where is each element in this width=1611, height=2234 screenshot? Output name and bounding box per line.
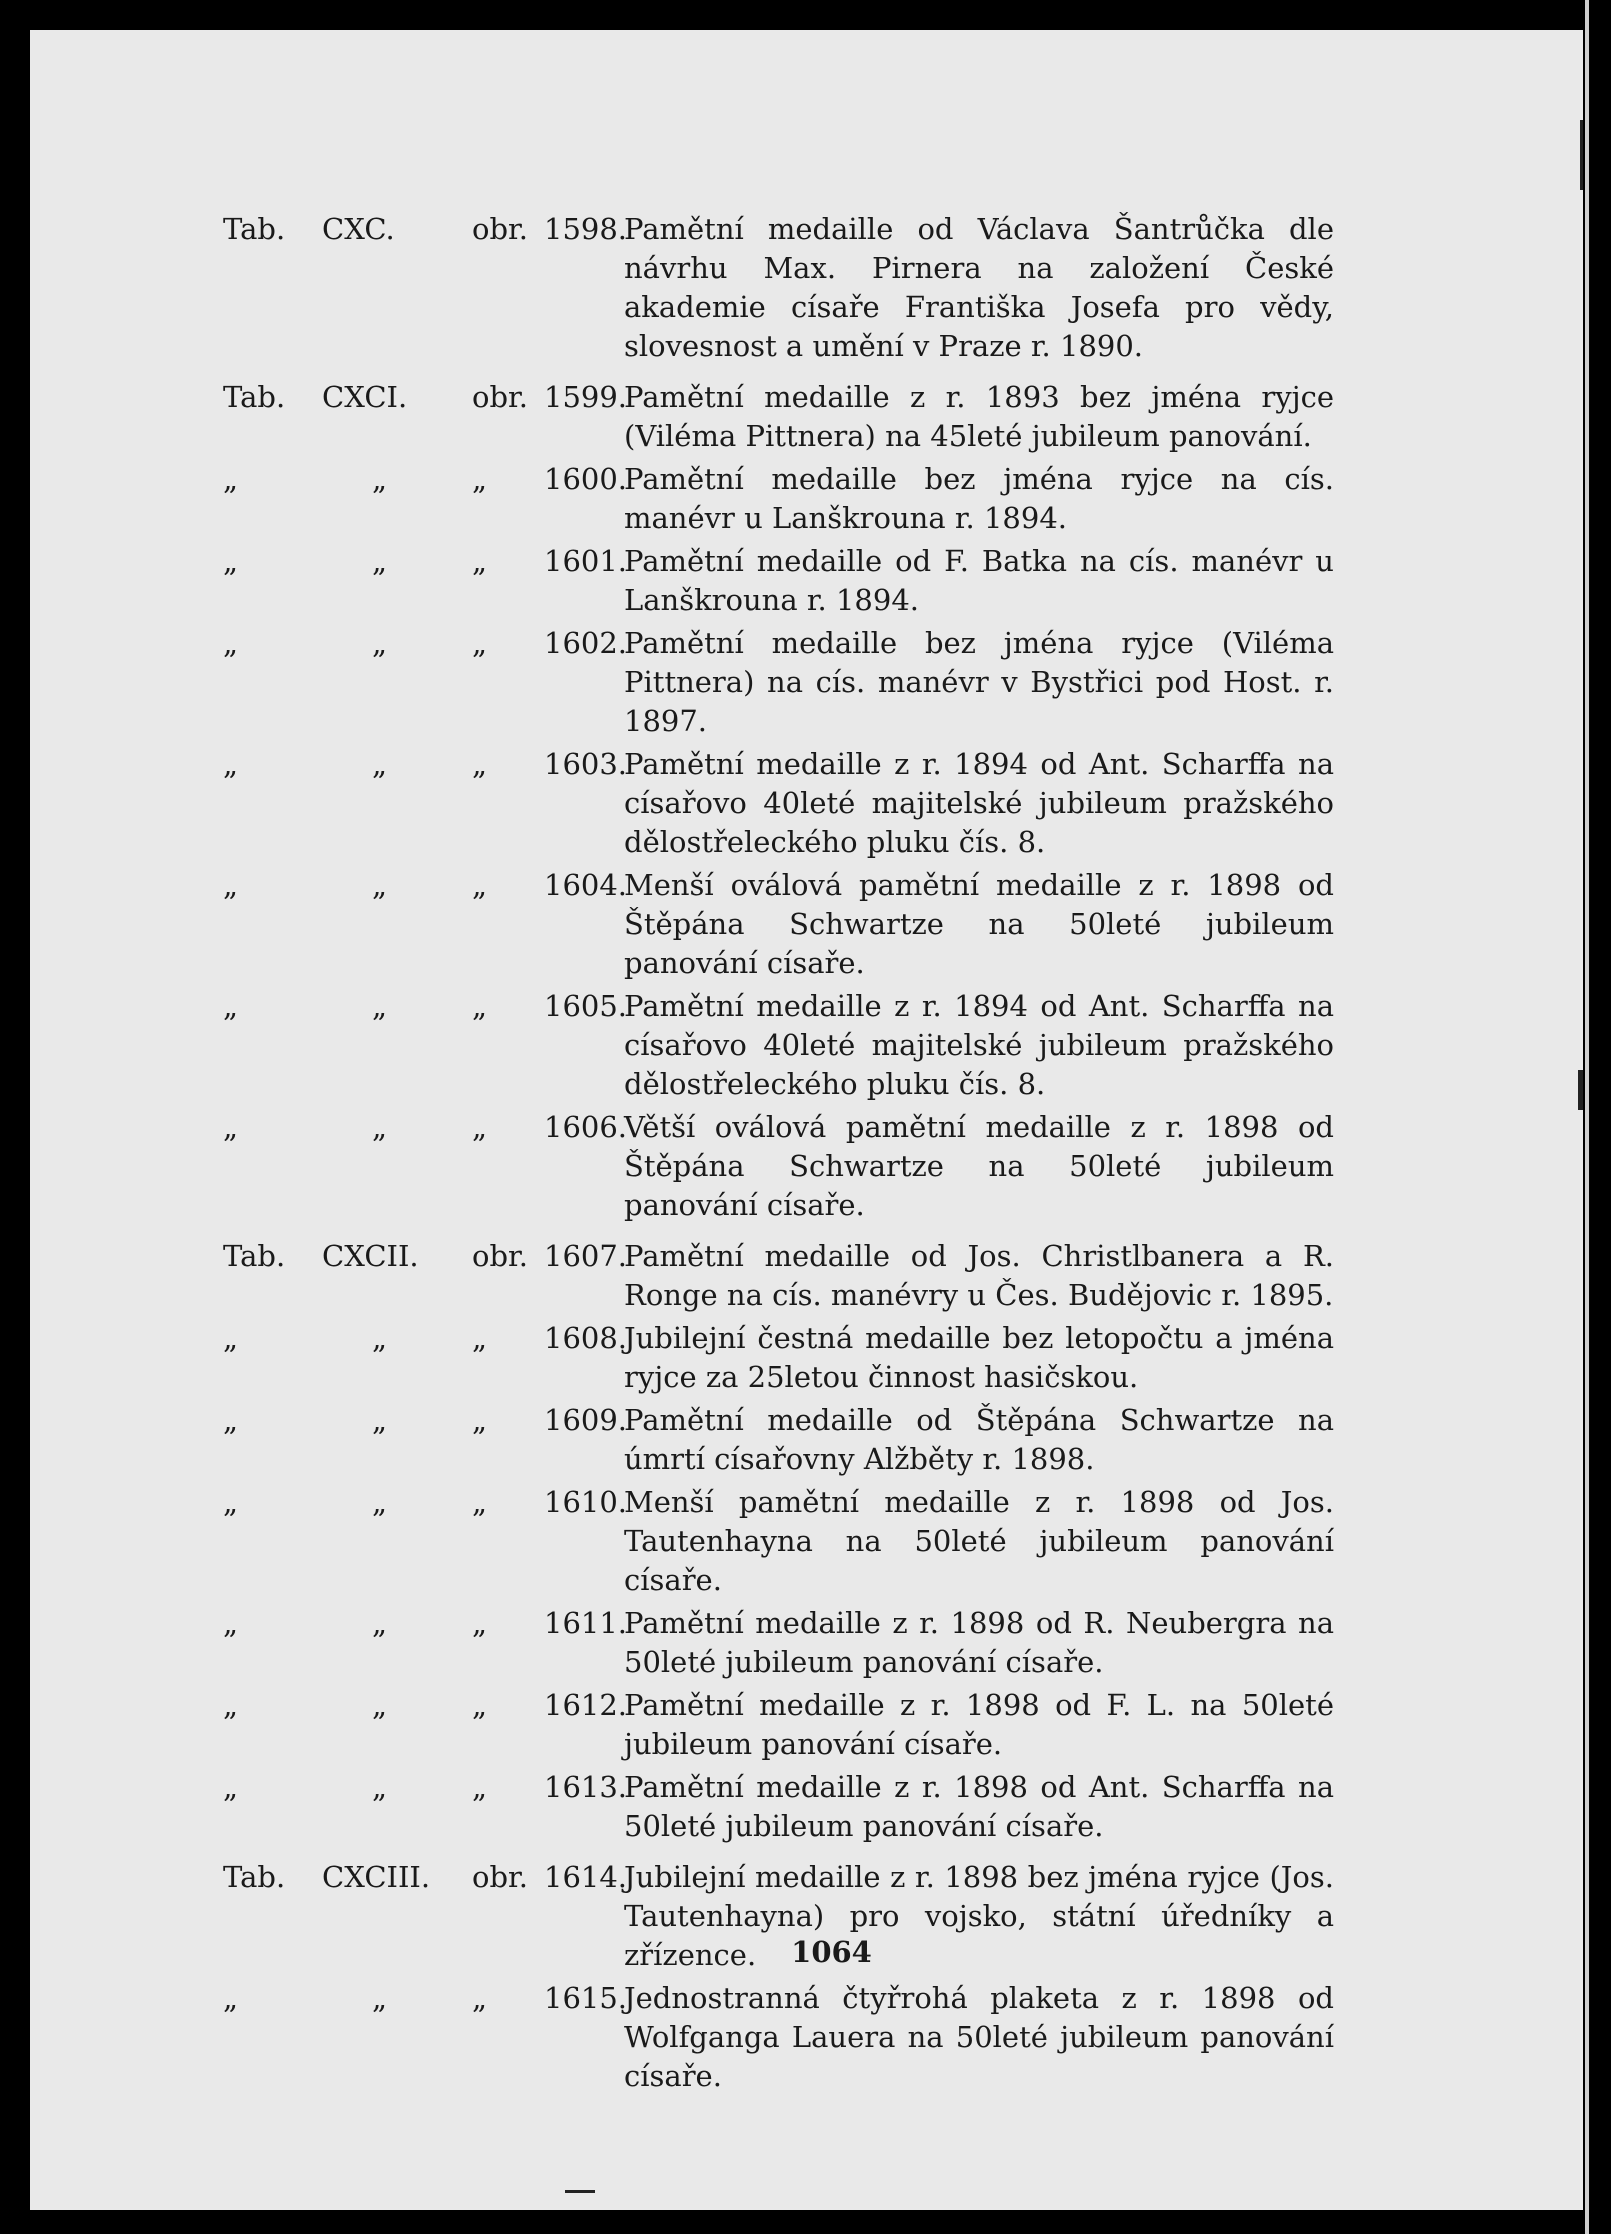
entry-tab: „ [223, 462, 239, 496]
entry-plate: CXCIII. [322, 1860, 431, 1894]
entry-number: 1606. [544, 1110, 628, 1144]
entry-tab: „ [223, 1770, 239, 1804]
entry-plate: „ [372, 1110, 388, 1144]
entry-description: Jednostranná čtyřrohá plaketa z r. 1898 od Wolfganga Lauera na 50leté jubileum panování císaře. [624, 1981, 1334, 2093]
entry-tab: „ [223, 544, 239, 578]
entry-number: 1602. [544, 626, 628, 660]
entry-tab: Tab. [223, 212, 286, 246]
entry-description: Pamětní medaille z r. 1898 od F. L. na 50leté jubileum panování císaře. [624, 1688, 1334, 1761]
entry-number: 1612. [544, 1688, 628, 1722]
entry-number: 1615. [544, 1981, 628, 2015]
list-item [30, 987, 1583, 1104]
entry-obr: obr. [472, 212, 528, 246]
page-number [30, 1935, 1583, 1969]
entry-obr: „ [472, 626, 488, 660]
entry-plate: „ [372, 1770, 388, 1804]
entry-description: Pamětní medaille bez jména ryjce na cís. manévr u Lanškrouna r. 1894. [624, 462, 1334, 535]
entry-description: Jubilejní medaille z r. 1898 bez jména ryjce (Jos. Tautenhayna) pro vojsko, státní úředníky a zřízence. [624, 1860, 1334, 1972]
entry-obr: „ [472, 544, 488, 578]
entry-tab: „ [223, 1110, 239, 1144]
entry-tab: „ [223, 1606, 239, 1640]
catalog-entries [30, 210, 1583, 2100]
document-page [30, 30, 1583, 2210]
entry-description: Menší oválová pamětní medaille z r. 1898 od Štěpána Schwartze na 50leté jubileum panování císaře. [624, 868, 1334, 980]
entry-obr: obr. [472, 380, 528, 414]
entry-tab: „ [223, 1321, 239, 1355]
entry-tab: „ [223, 868, 239, 902]
list-item [30, 1237, 1583, 1315]
entry-description: Menší pamětní medaille z r. 1898 od Jos. Tautenhayna na 50leté jubileum panování císaře. [624, 1485, 1334, 1597]
list-item [30, 1401, 1583, 1479]
entry-number: 1598. [544, 212, 628, 246]
entry-plate: „ [372, 1981, 388, 2015]
entry-obr: „ [472, 989, 488, 1023]
entry-tab: „ [223, 747, 239, 781]
scan-border-line [1585, 0, 1589, 2234]
entry-number: 1603. [544, 747, 628, 781]
entry-number: 1609. [544, 1403, 628, 1437]
entry-obr: „ [472, 1688, 488, 1722]
entry-plate: CXC. [322, 212, 395, 246]
entry-obr: „ [472, 1403, 488, 1437]
entry-plate: „ [372, 544, 388, 578]
entry-plate: „ [372, 462, 388, 496]
entry-description: Pamětní medaille z r. 1893 bez jména ryjce (Viléma Pittnera) na 45leté jubileum panování. [624, 380, 1334, 453]
entry-plate: „ [372, 1485, 388, 1519]
entry-number: 1610. [544, 1485, 628, 1519]
list-item [30, 378, 1583, 456]
entry-number: 1611. [544, 1606, 628, 1640]
list-item [30, 624, 1583, 741]
entry-plate: „ [372, 1403, 388, 1437]
list-item [30, 1108, 1583, 1225]
entry-description: Pamětní medaille od F. Batka na cís. manévr u Lanškrouna r. 1894. [624, 544, 1334, 617]
list-item [30, 1483, 1583, 1600]
list-item [30, 1604, 1583, 1682]
entry-obr: „ [472, 1110, 488, 1144]
entry-plate: „ [372, 989, 388, 1023]
entry-obr: obr. [472, 1239, 528, 1273]
entry-description: Pamětní medaille bez jména ryjce (Viléma Pittnera) na cís. manévr v Bystřici pod Host. r. 1897. [624, 626, 1334, 738]
entry-obr: „ [472, 1321, 488, 1355]
entry-plate: „ [372, 1606, 388, 1640]
entry-plate: CXCI. [322, 380, 408, 414]
entry-plate: CXCII. [322, 1239, 419, 1273]
entry-plate: „ [372, 868, 388, 902]
entry-tab: Tab. [223, 1239, 286, 1273]
list-item [30, 1319, 1583, 1397]
entry-plate: „ [372, 626, 388, 660]
entry-description: Pamětní medaille od Jos. Christlbanera a R. Ronge na cís. manévry u Čes. Budějovic r. 1895. [624, 1239, 1334, 1312]
entry-plate: „ [372, 1688, 388, 1722]
entry-tab: „ [223, 989, 239, 1023]
list-item [30, 745, 1583, 862]
entry-obr: „ [472, 1981, 488, 2015]
entry-obr: „ [472, 1770, 488, 1804]
entry-number: 1614. [544, 1860, 628, 1894]
list-item [30, 542, 1583, 620]
list-item [30, 460, 1583, 538]
entry-obr: „ [472, 868, 488, 902]
entry-description: Pamětní medaille z r. 1898 od Ant. Scharffa na 50leté jubileum panování císaře. [624, 1770, 1334, 1843]
entry-obr: obr. [472, 1860, 528, 1894]
list-item [30, 866, 1583, 983]
entry-description: Pamětní medaille od Štěpána Schwartze na úmrtí císařovny Alžběty r. 1898. [624, 1403, 1334, 1476]
entry-description: Pamětní medaille z r. 1894 od Ant. Scharffa na císařovo 40leté majitelské jubileum pražského dělostřeleckého pluku čís. 8. [624, 989, 1334, 1101]
entry-tab: „ [223, 1403, 239, 1437]
entry-number: 1600. [544, 462, 628, 496]
list-item [30, 1686, 1583, 1764]
list-item [30, 1979, 1583, 2096]
list-item [30, 1768, 1583, 1846]
entry-number: 1613. [544, 1770, 628, 1804]
entry-tab: „ [223, 626, 239, 660]
entry-number: 1607. [544, 1239, 628, 1273]
entry-tab: „ [223, 1688, 239, 1722]
entry-number: 1604. [544, 868, 628, 902]
entry-tab: „ [223, 1981, 239, 2015]
entry-description: Pamětní medaille od Václava Šantrůčka dle návrhu Max. Pirnera na založení České akademie císaře Františka Josefa pro vědy, slovesnost a umění v Praze r. 1890. [624, 212, 1334, 363]
entry-obr: „ [472, 1485, 488, 1519]
entry-number: 1605. [544, 989, 628, 1023]
entry-tab: Tab. [223, 1860, 286, 1894]
entry-number: 1608. [544, 1321, 628, 1355]
list-item [30, 210, 1583, 366]
entry-description: Jubilejní čestná medaille bez letopočtu a jména ryjce za 25letou činnost hasičskou. [624, 1321, 1334, 1394]
scan-artifact [565, 2190, 595, 2193]
entry-tab: „ [223, 1485, 239, 1519]
entry-obr: „ [472, 1606, 488, 1640]
entry-tab: Tab. [223, 380, 286, 414]
entry-description: Větší oválová pamětní medaille z r. 1898 od Štěpána Schwartze na 50leté jubileum panování císaře. [624, 1110, 1334, 1222]
entry-description: Pamětní medaille z r. 1894 od Ant. Scharffa na císařovo 40leté majitelské jubileum pražského dělostřeleckého pluku čís. 8. [624, 747, 1334, 859]
entry-description: Pamětní medaille z r. 1898 od R. Neubergra na 50leté jubileum panování císaře. [624, 1606, 1334, 1679]
entry-obr: „ [472, 747, 488, 781]
entry-plate: „ [372, 747, 388, 781]
entry-obr: „ [472, 462, 488, 496]
page-number-text: 1064 [791, 1935, 872, 1969]
entry-plate: „ [372, 1321, 388, 1355]
entry-number: 1599. [544, 380, 628, 414]
entry-number: 1601. [544, 544, 628, 578]
